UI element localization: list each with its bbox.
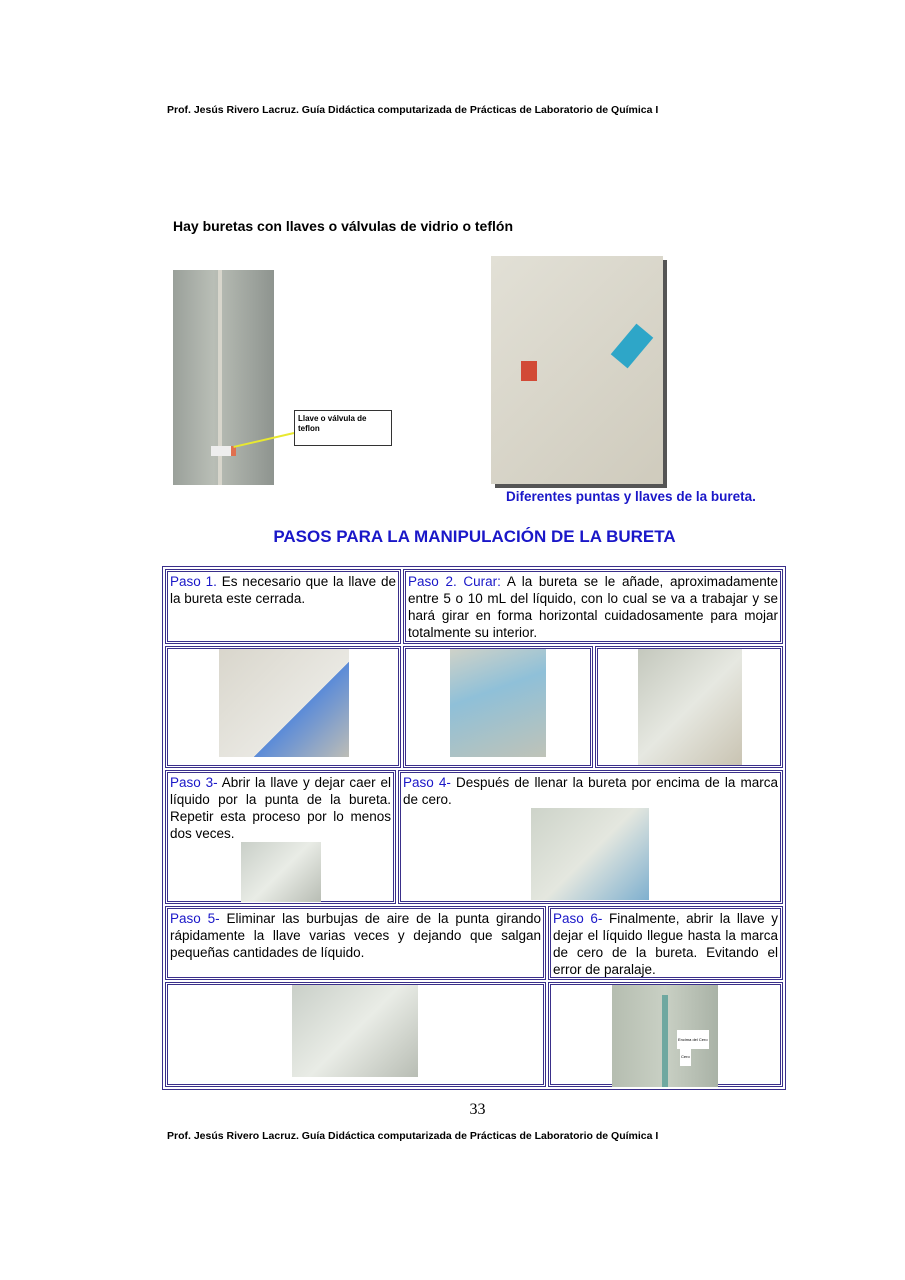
step-6-photo — [612, 985, 718, 1087]
above-zero-label: Encima del Cero — [677, 1030, 709, 1049]
page-header: Prof. Jesús Rivero Lacruz. Guía Didáctica computarizada de Prácticas de Laboratorio de Química I — [167, 104, 659, 116]
step-5-image-cell — [165, 982, 546, 1087]
step-2-photo-b — [638, 649, 742, 765]
step-1-photo — [219, 649, 349, 757]
step-5-cell: Paso 5- Eliminar las burbujas de aire de la punta girando rápidamente la llave varias veces y dejando que salgan pequeñas cantidades de líquido. — [165, 906, 546, 980]
figure-caption: Diferentes puntas y llaves de la bureta. — [506, 489, 756, 504]
step-3-cell: Paso 3- Abrir la llave y dejar caer el líquido por la punta de la bureta. Repetir esta proceso por lo menos dos veces. — [165, 770, 396, 904]
burette-tips-photo — [491, 256, 663, 484]
step-1-cell: Paso 1. Es necesario que la llave de la bureta este cerrada. — [165, 569, 401, 644]
zero-label: Cero — [680, 1047, 691, 1066]
step-2-image-cell-a — [403, 646, 593, 768]
page-number: 33 — [469, 1101, 486, 1118]
step-3-photo — [241, 842, 321, 902]
step-2-photo-a — [450, 649, 546, 757]
intro-text: Hay buretas con llaves o válvulas de vidrio o teflón — [173, 218, 513, 234]
step-5-photo — [292, 985, 418, 1077]
step-6-image-cell — [548, 982, 783, 1087]
teflon-valve-label: Llave o válvula de teflon — [294, 410, 392, 446]
step-4-cell: Paso 4- Después de llenar la bureta por encima de la marca de cero. — [398, 770, 783, 904]
step-2-cell: Paso 2. Curar: A la bureta se le añade, aproximadamente entre 5 o 10 mL del líquido, con lo cual se va a trabajar y se hará girar en forma horizontal cuidadosamente para mojar totalmente su interior. — [403, 569, 783, 644]
page-footer: Prof. Jesús Rivero Lacruz. Guía Didáctica computarizada de Prácticas de Laboratorio de Química I — [167, 1130, 659, 1142]
step-4-photo — [531, 808, 649, 900]
section-title: PASOS PARA LA MANIPULACIÓN DE LA BURETA — [273, 527, 676, 546]
burette-photo — [173, 270, 274, 485]
step-6-cell: Paso 6- Finalmente, abrir la llave y dejar el líquido llegue hasta la marca de cero de la bureta. Evitando el error de paralaje. — [548, 906, 783, 980]
step-1-image-cell — [165, 646, 401, 768]
step-2-image-cell-b — [595, 646, 783, 768]
